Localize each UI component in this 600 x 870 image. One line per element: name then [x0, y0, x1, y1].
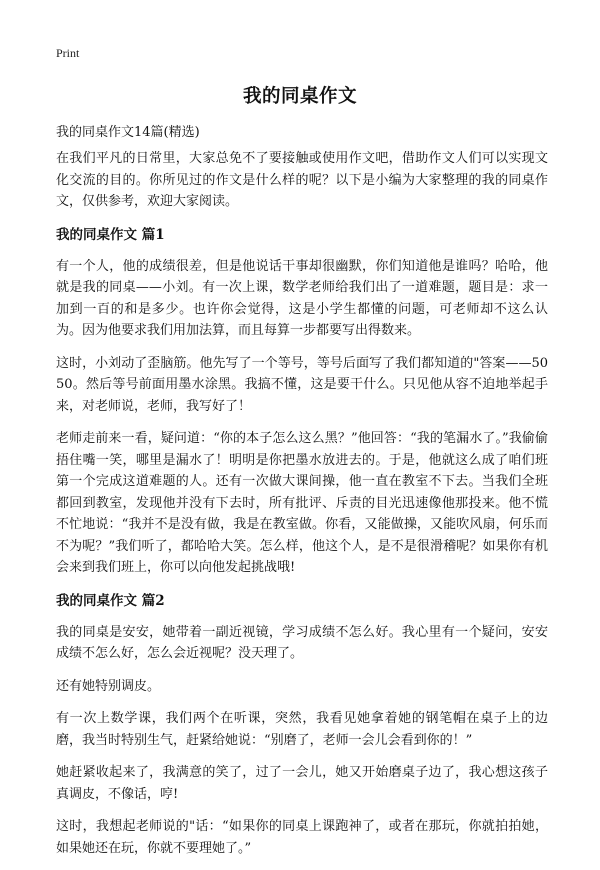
section-1-paragraph-2: 这时，小刘动了歪脑筋。他先写了一个等号，等号后面写了我们都知道的"答案——5050。然后等号前面用墨水涂黑。我搞不懂，这是要干什么。只见他从容不迫地举起手来，对老师说，老师，我写好了！	[56, 355, 548, 414]
document-subtitle: 我的同桌作文14篇(精选)	[56, 125, 200, 140]
intro-paragraph: 在我们平凡的日常里，大家总免不了要接触或使用作文吧，借助作文人们可以实现文化交流的目的。你所见过的作文是什么样的呢？以下是小编为大家整理的我的同桌作文，仅供参考，欢迎大家阅读。	[56, 151, 548, 209]
section-1-paragraph-1: 有一个人，他的成绩很差，但是他说话干事却很幽默，你们知道他是谁吗？哈哈，他就是我的同桌——小刘。有一次上课，数学老师给我们出了一道难题，题目是：求一加到一百的和是多少。也许你会觉得，这是小学生都懂的问题，可老师却不这么认为。因为他要求我们用加法算，而且每算一步都要写出得数来。	[56, 258, 548, 338]
section-heading-1: 我的同桌作文 篇1	[56, 226, 165, 243]
section-2-paragraph-1: 我的同桌是安安，她带着一副近视镜，学习成绩不怎么好。我心里有一个疑问，安安成绩不怎么好，怎么会近视呢？没天理了。	[56, 624, 548, 661]
page-title: 我的同桌作文	[242, 86, 357, 107]
section-1-paragraph-3: 老师走前来一看，疑问道：“你的本子怎么这么黑？”他回答：“我的笔漏水了。”我偷偷捂住嘴一笑，哪里是漏水了！明明是你把墨水放进去的。于是，他就这么成了咱们班第一个完成这道难题的人。还有一次做大课间操，他一直在教室不下去。当我们全班都回到教室，发现他并没有下去时，所有批评、斥责的目光迅速像他那投来。他不慌不忙地说：“我并不是没有做，我是在教室做。你看，又能做操，又能吹风扇，何乐而不为呢？”我们听了，都哈哈大笑。怎么样，他这个人，是不是很滑稽呢？如果你有机会来到我们班上，你可以向他发起挑战哦!	[56, 431, 548, 575]
section-heading-2: 我的同桌作文 篇2	[56, 592, 165, 609]
section-2-paragraph-3: 有一次上数学课，我们两个在听课，突然，我看见她拿着她的钢笔帽在桌子上的边磨，我当时特别生气，赶紧给她说：“别磨了，老师一会儿会看到你的！”	[56, 711, 548, 748]
section-2-paragraph-5: 这时，我想起老师说的"话：“如果你的同桌上课跑神了，或者在那玩，你就拍拍她，如果她还在玩，你就不要理她了。”	[56, 819, 548, 856]
print-link[interactable]: Print	[56, 46, 80, 60]
section-2-paragraph-4: 她赶紧收起来了，我满意的笑了，过了一会儿，她又开始磨桌子边了，我心想这孩子真调皮，不像话，哼!	[56, 765, 548, 802]
article-body	[56, 148, 548, 870]
section-2-paragraph-2: 还有她特别调皮。	[56, 678, 161, 694]
